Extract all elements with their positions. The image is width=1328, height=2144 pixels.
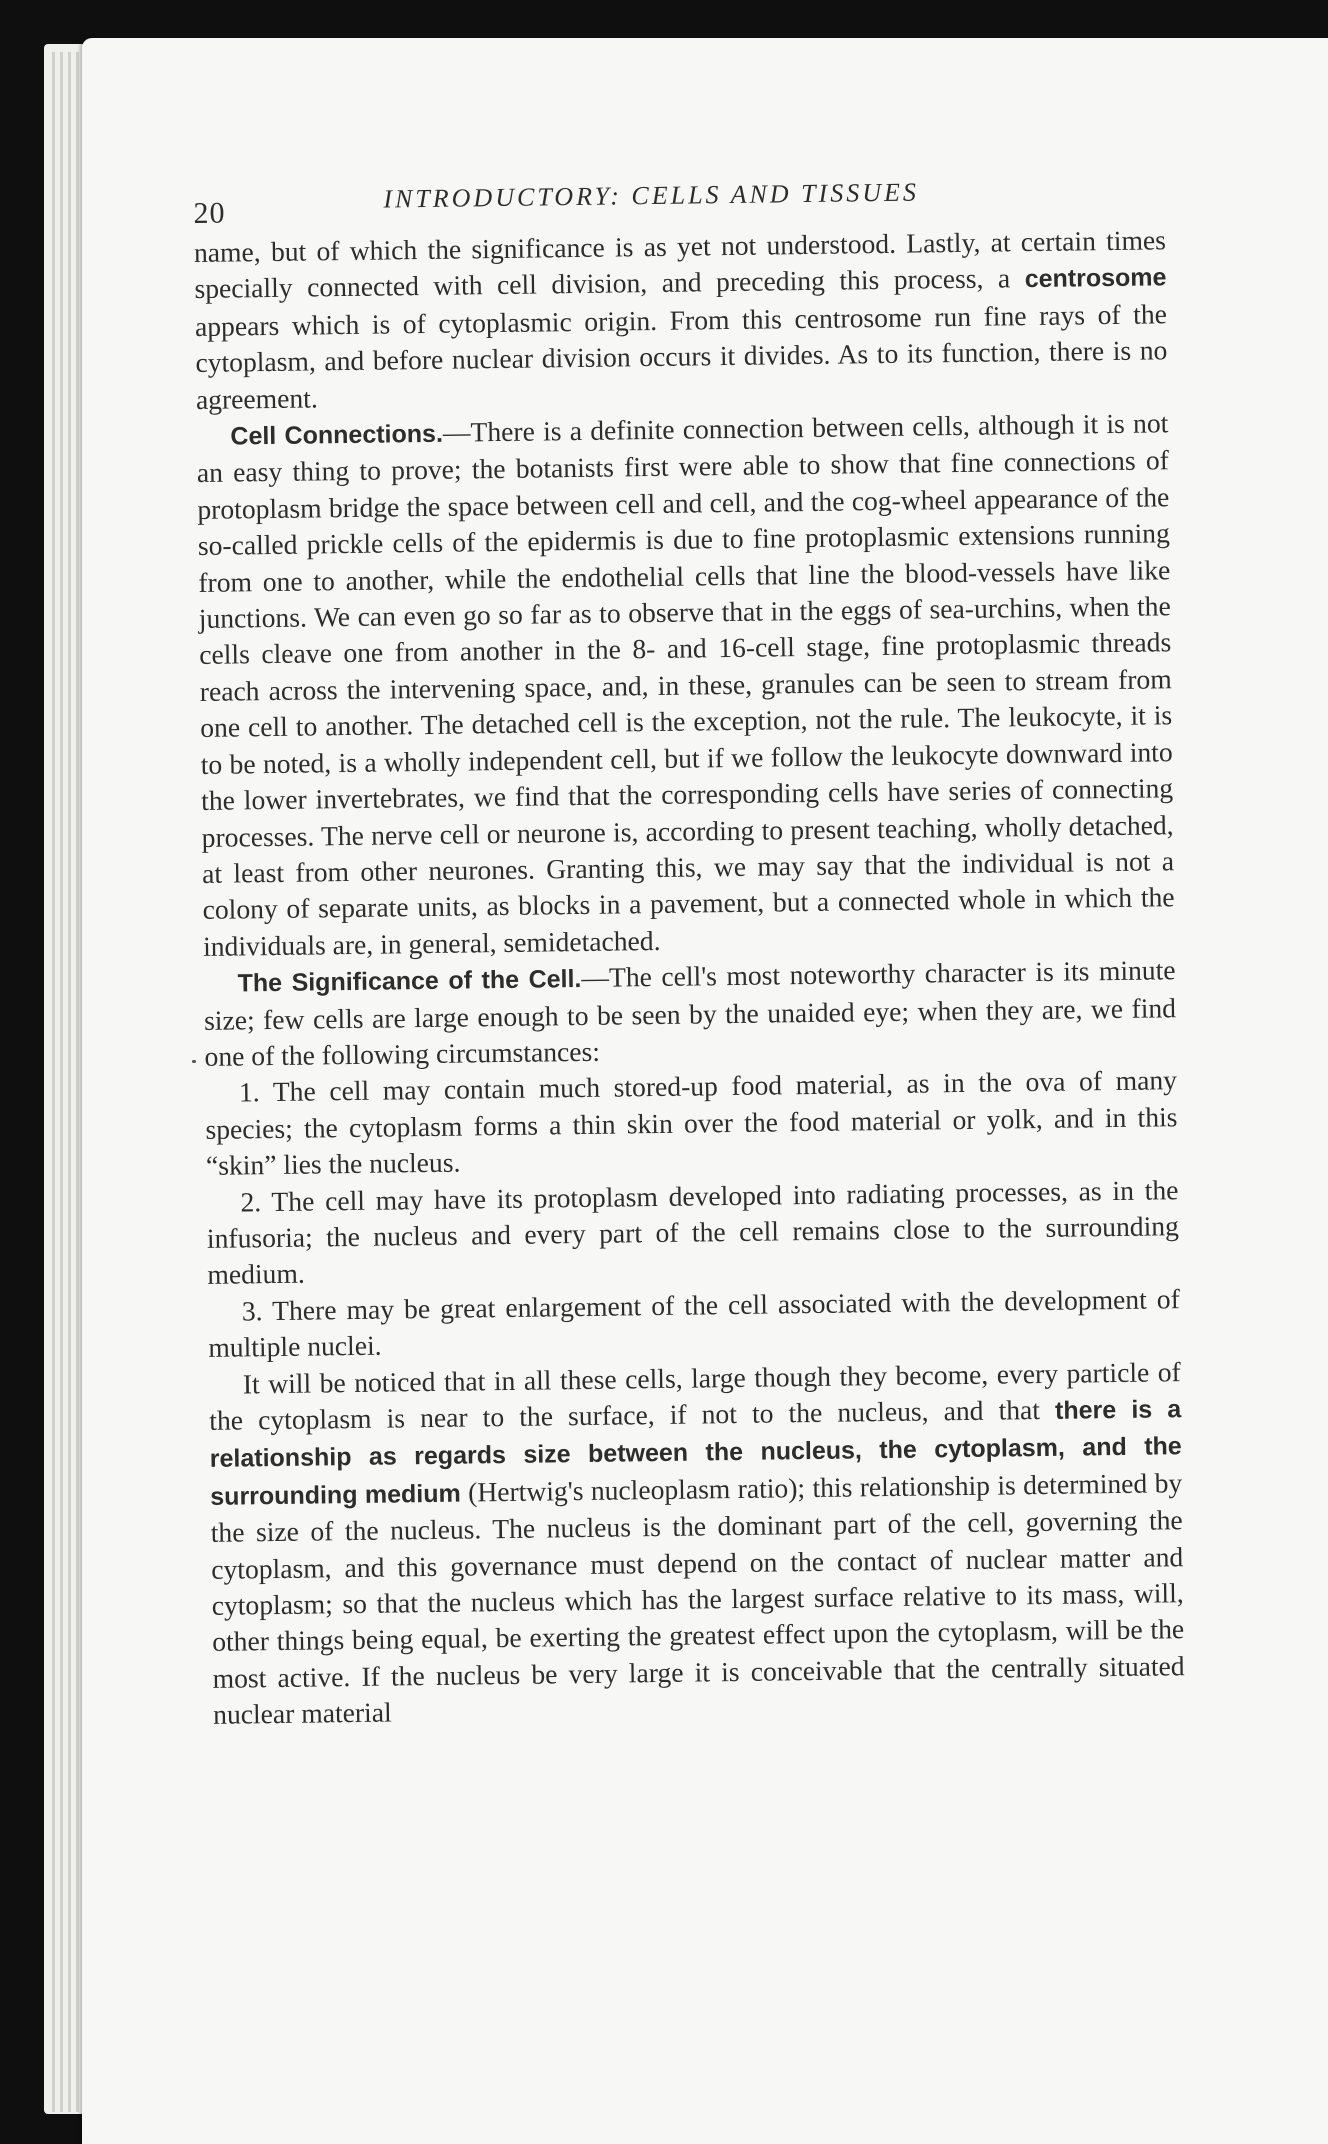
page-edge xyxy=(68,52,71,2112)
emphasis-relationship: there is a relationship as regards size between the nucleus, the cytoplasm, and the surrounding medium xyxy=(209,1395,1182,1511)
page-content xyxy=(193,162,1185,1733)
paragraph-text: —There is a definite connection between cells, although it is not an easy thing to prove; the botanists first were able to show that fine connections of protoplasm bridge the space between cell and cell, and the cog-wheel appearance of the so-called prickle cells of the epidermis is due to fine protoplasmic extensions running from one to another, while the endothelial cells that line the blood-vessels have like junctions. We can even go so far as to observe that in the eggs of sea-urchins, when the cells cleave one from another in the 8- and 16-cell stage, fine protoplasmic threads reach across the intervening space, and, in these, granules can be seen to stream from one cell to another. The detached cell is the exception, not the rule. The leukocyte, it is to be noted, is a wholly independent cell, but if we follow the leukocyte downward into the lower invertebrates, we find that the corresponding cells have series of connecting processes. The nerve cell or neurone is, according to present teaching, wholly detached, at least from other neurones. Granting this, we may say that the individual is not a colony of separate units, as blocks in a pavement, but a connected whole in which the individuals are, in general, semidetached. xyxy=(196,407,1175,962)
running-title: INTRODUCTORY: CELLS AND TISSUES xyxy=(383,177,920,214)
list-item-1: 1. The cell may contain much stored-up food material, as in the ova of many species; the cytoplasm forms a thin skin over the food material or yolk, and in this “skin” lies the nucleus. xyxy=(205,1064,1178,1182)
term-centrosome: centrosome xyxy=(1024,263,1167,294)
page-number: 20 xyxy=(193,196,226,230)
list-item-2: 2. The cell may have its protoplasm developed into radiating processes, as in the infusoria; the nucleus and every part of the cell remains close to the surrounding medium. xyxy=(206,1173,1180,1291)
paragraph-centrosome xyxy=(194,222,1168,418)
paragraph-nucleoplasm-ratio xyxy=(209,1354,1186,1734)
paragraph-cell-connections xyxy=(196,405,1175,965)
paragraph-text: It will be noticed that in all these cells, large though they become, every particle of the cytoplasm is near to the surface, if not to the nucleus, and that xyxy=(209,1355,1181,1436)
ink-speck xyxy=(192,1060,196,1063)
paragraph-text: —The cell's most noteworthy character is its minute size; few cells are large enough to be seen by the unaided eye; when they are, we find one of the following circumstances: xyxy=(203,954,1177,1072)
paragraph-text: appears which is of cytoplasmic origin. From this centrosome run fine rays of the cytoplasm, and before nuclear division occurs it divides. As to its function, there is no agreement. xyxy=(194,298,1168,415)
paragraph-text: name, but of which the significance is as yet not understood. Lastly, at certain times specially connected with cell division, and preceding this process, a xyxy=(193,224,1167,305)
running-head xyxy=(193,162,1166,235)
page-edge xyxy=(52,52,55,2112)
section-heading-significance: The Significance of the Cell. xyxy=(237,965,582,998)
paragraph-text: (Hertwig's nucleoplasm ratio); this relationship is determined by the size of the nucleus. The nucleus is the dominant part of the cell, governing the cytoplasm, and this governance must depend on the contact of nuclear matter and cytoplasm; so that the nucleus which has the largest surface relative to its mass, will, other things being equal, be exerting the greatest effect upon the cytoplasm, will be the most active. If the nucleus be very large it is conceivable that the centrally situated nuclear material xyxy=(210,1466,1185,1731)
page-edge xyxy=(60,52,63,2112)
section-heading-cell-connections: Cell Connections. xyxy=(230,419,444,451)
list-item-3: 3. There may be great enlargement of the cell associated with the development of multiple nuclei. xyxy=(208,1282,1180,1364)
body-text xyxy=(194,222,1186,1733)
page-edge xyxy=(76,52,79,2112)
paragraph-significance xyxy=(203,952,1176,1075)
